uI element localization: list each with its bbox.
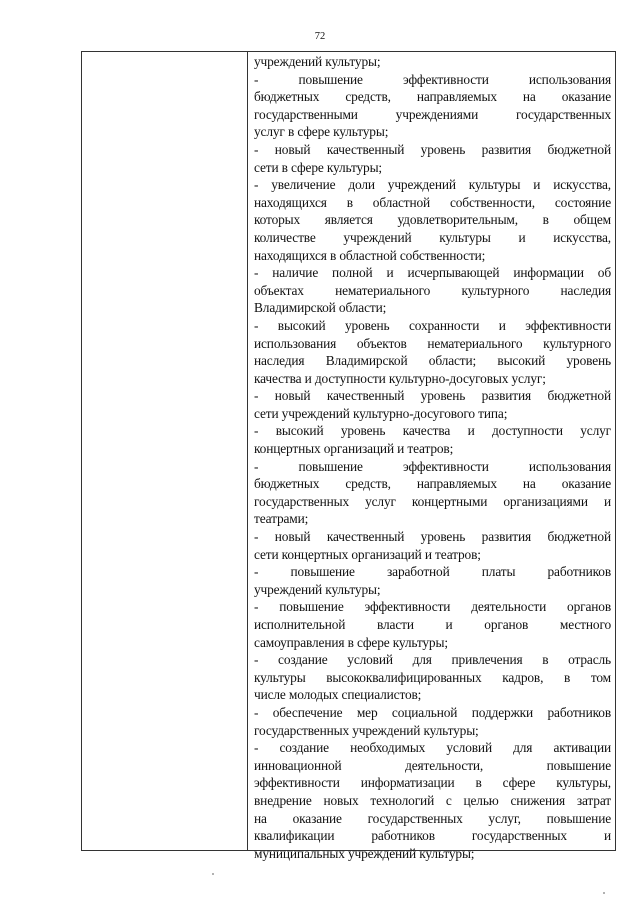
text-line: Владимирской области; <box>254 300 387 316</box>
text-line: находящихся в областной собственности, состояние <box>254 194 611 210</box>
text-line: - новый качественный уровень развития бюджетной <box>254 141 611 157</box>
text-line: - повышение заработной платы работников <box>254 564 611 580</box>
text-line: самоуправления в сфере культуры; <box>254 634 448 650</box>
text-line: объектах нематериального культурного наследия <box>254 282 611 298</box>
text-line: - обеспечение мер социальной поддержки работников <box>254 704 611 720</box>
text-line: - новый качественный уровень развития бюджетной <box>254 388 611 404</box>
text-line: - повышение эффективности использования <box>254 458 611 474</box>
text-line: культуры высококвалифицированных кадров, в том <box>254 669 611 685</box>
text-line: - высокий уровень сохранности и эффективности <box>254 317 611 333</box>
text-line: учреждений культуры; <box>254 54 381 69</box>
text-line: на оказание государственных услуг, повышение <box>254 810 611 826</box>
text-line: эффективности информатизации в сфере культуры, <box>254 775 611 791</box>
text-line: - новый качественный уровень развития бюджетной <box>254 529 611 545</box>
text-line: - повышение эффективности использования <box>254 71 611 87</box>
text-line: бюджетных средств, направляемых на оказание <box>254 476 611 492</box>
text-line: государственных услуг концертными организациями и <box>254 493 611 509</box>
text-line: - повышение эффективности деятельности органов <box>254 599 611 615</box>
scan-speck <box>603 892 605 894</box>
text-line: исполнительной власти и органов местного <box>254 617 611 632</box>
scan-speck <box>212 873 214 875</box>
page-number: 72 <box>314 31 326 42</box>
text-line: квалификации работников государственных и <box>254 828 611 844</box>
text-line: услуг в сфере культуры; <box>254 124 389 140</box>
text-line: которых является удовлетворительным, в общем <box>254 212 611 228</box>
text-line: сети концертных организаций и театров; <box>254 546 481 562</box>
text-line: - создание необходимых условий для активации <box>254 740 611 756</box>
text-line: сети в сфере культуры; <box>254 159 382 175</box>
text-line: муниципальных учреждений культуры; <box>254 845 475 861</box>
text-line: внедрение новых технологий с целью снижения затрат <box>254 792 611 808</box>
text-line: количестве учреждений культуры и искусства, <box>254 229 611 245</box>
text-line: государственных учреждений культуры; <box>254 722 479 738</box>
text-line: находящихся в областной собственности; <box>254 247 486 263</box>
text-line: числе молодых специалистов; <box>254 687 422 703</box>
text-line: концертных организаций и театров; <box>254 441 454 457</box>
table-right-cell <box>254 53 611 862</box>
text-line: - увеличение доли учреждений культуры и искусства, <box>254 177 611 193</box>
content-table <box>81 51 616 861</box>
text-line: использования объектов нематериального культурного <box>254 335 611 351</box>
text-line: - создание условий для привлечения в отрасль <box>254 652 611 668</box>
text-line: государственными учреждениями государственных <box>254 106 611 122</box>
text-line: - наличие полной и исчерпывающей информации об <box>254 265 611 281</box>
text-line: сети учреждений культурно-досугового типа; <box>254 405 508 421</box>
text-line: - высокий уровень качества и доступности услуг <box>254 423 611 439</box>
text-line: бюджетных средств, направляемых на оказание <box>254 89 611 105</box>
text-line: качества и доступности культурно-досуговых услуг; <box>254 370 546 386</box>
text-line: наследия Владимирской области; высокий уровень <box>254 353 611 369</box>
text-line: театрами; <box>254 511 309 527</box>
column-divider <box>247 52 248 850</box>
text-line: учреждений культуры; <box>254 581 381 597</box>
table-left-cell <box>82 52 247 850</box>
text-line: инновационной деятельности, повышение <box>254 757 611 773</box>
